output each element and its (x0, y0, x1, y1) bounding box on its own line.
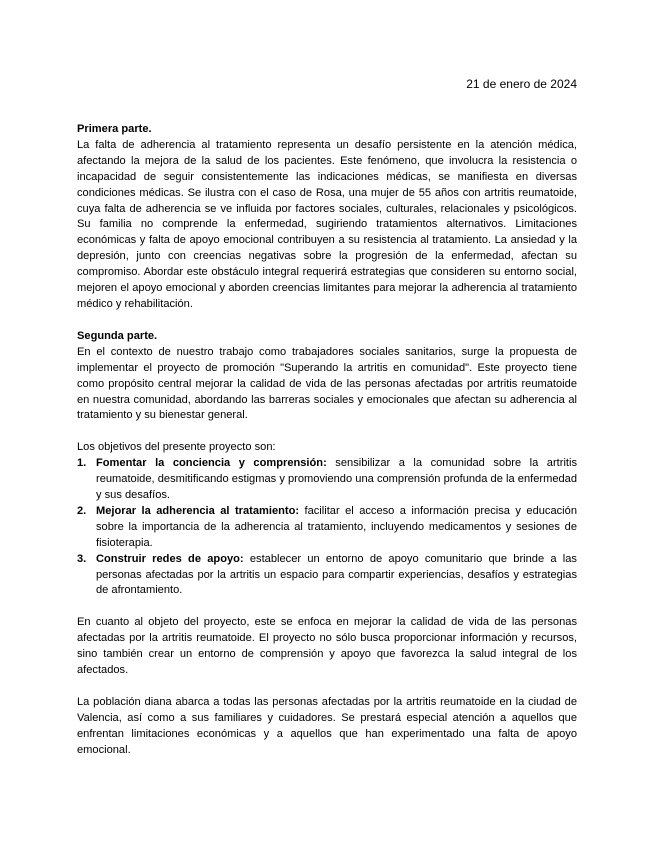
objective-item (77, 552, 577, 600)
part-two-section (77, 329, 577, 424)
objective-title: Fomentar la conciencia y comprensión: (96, 457, 327, 470)
objective-item (77, 504, 577, 552)
objective-number: 2. (77, 504, 87, 517)
object-paragraph: En cuanto al objeto del proyecto, este se enfoca en mejorar la calidad de vida de las personas afectadas por la artritis reumatoide. El proyecto no sólo busca proporcionar información y recursos, sino también crear un entorno de comprensión y apoyo que favorezca la salud integral de los afectados. (77, 616, 577, 677)
part-two-paragraph: En el contexto de nuestro trabajo como trabajadores sociales sanitarios, surge la propuesta de implementar el proyecto de promoción "Superando la artritis en comunidad". Este proyecto tiene como propósito central mejorar la calidad de vida de las personas afectadas por artritis reumatoide en nuestra comunidad, abordando las barreras sociales y emocionales que afectan su adherencia al tratamiento y su bienestar general. (77, 345, 577, 422)
document-body (77, 122, 577, 775)
objective-item (77, 456, 577, 504)
part-two-heading: Segunda parte. (77, 329, 158, 342)
objective-title: Mejorar la adherencia al tratamiento: (96, 504, 300, 517)
objective-number: 1. (77, 457, 87, 470)
part-one-heading: Primera parte. (77, 123, 152, 135)
objective-text: facilitar el acceso a información precisa y educación sobre la importancia de la adherencia al tratamiento, incluyendo medicamentos y sesiones de fisioterapia. (96, 504, 577, 549)
document-date: 21 de enero de 2024 (466, 77, 577, 91)
object-section (77, 615, 577, 679)
population-paragraph: La población diana abarca a todas las personas afectadas por la artritis reumatoide en la ciudad de Valencia, así como a sus familiares y cuidadores. Se prestará especial atención a aquellos que enfrentan limitaciones económicas y a aquellos que han experimentado una falta de apoyo emocional. (77, 696, 577, 756)
objective-number: 3. (77, 552, 87, 565)
part-one-section (77, 122, 577, 313)
objective-title: Construir redes de apoyo: (96, 552, 244, 565)
population-section (77, 695, 577, 759)
objectives-list (77, 456, 577, 599)
objective-text: establecer un entorno de apoyo comunitario que brinde a las personas afectadas por la artritis un espacio para compartir experiencias, desafíos y estrategias de afrontamiento. (96, 552, 577, 597)
objectives-intro: Los objetivos del presente proyecto son: (77, 441, 276, 454)
objective-text: sensibilizar a la comunidad sobre la artritis reumatoide, desmitificando estigmas y promoviendo una comprensión profunda de la enfermedad y sus desafíos. (96, 457, 578, 502)
part-one-paragraph: La falta de adherencia al tratamiento representa un desafío persistente en la atención médica, afectando la mejora de la salud de los pacientes. Este fenómeno, que involucra la resistencia o incapacidad de seguir consistentemente las indicaciones médicas, se manifiesta en diversas condiciones médicas. Se ilustra con el caso de Rosa, una mujer de 55 años con artritis reumatoide, cuya falta de adherencia se ve influida por factores sociales, culturales, relacionales y psicológicos. Su familia no comprende la enfermedad, sugiriendo tratamientos alternativos. Limitaciones económicas y falta de apoyo emocional contribuyen a su resistencia al tratamiento. La ansiedad y la depresión, junto con creencias negativas sobre la progresión de la enfermedad, afectan su compromiso. Abordar este obstáculo integral requerirá estrategias que consideren su entorno social, mejoren el apoyo emocional y aborden creencias limitantes para mejorar la adherencia al tratamiento médico y rehabilitación. (77, 138, 577, 310)
